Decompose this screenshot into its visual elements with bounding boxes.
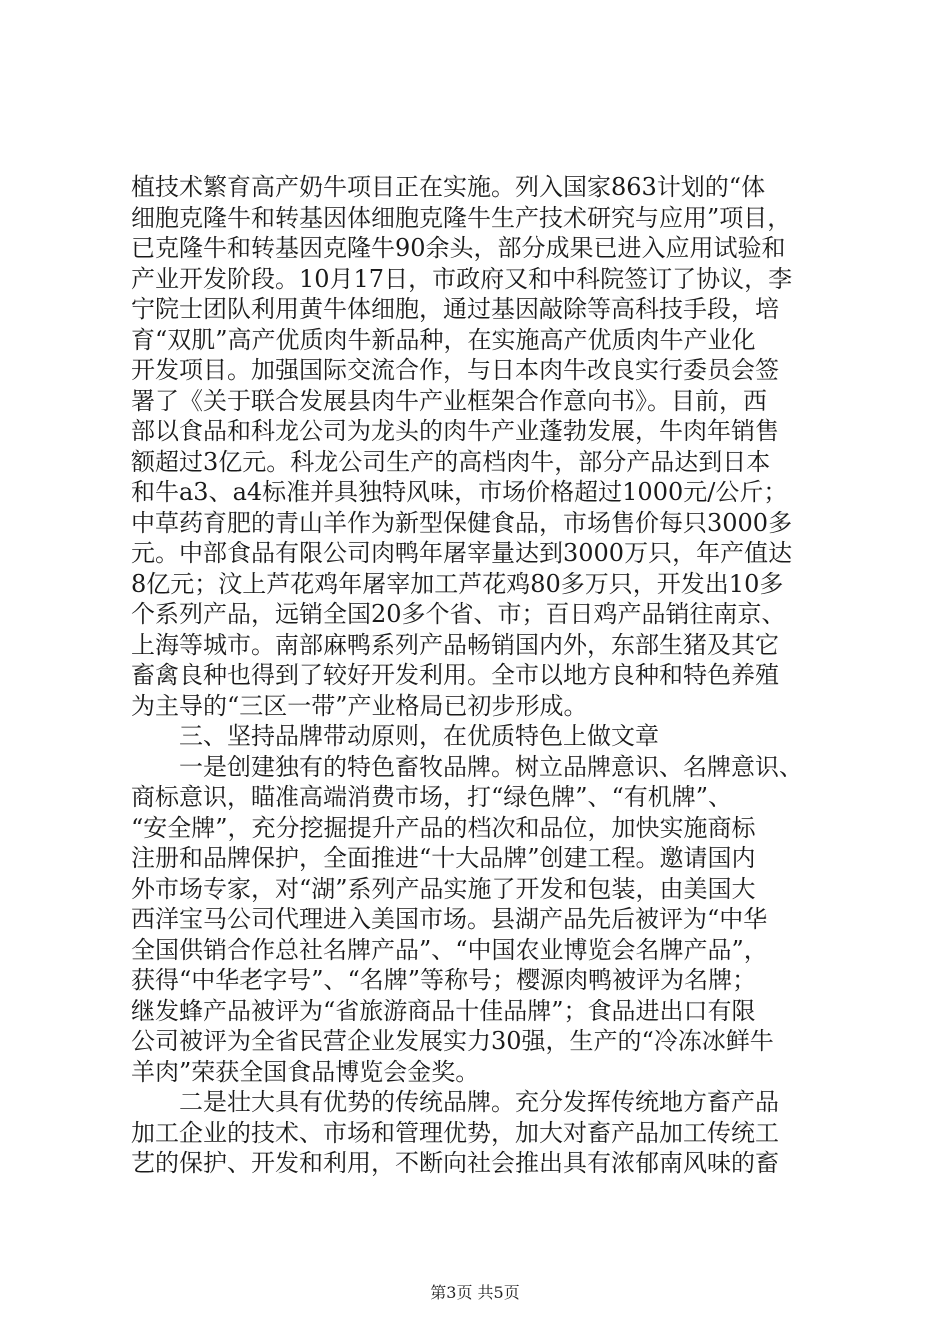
text-line: 羊肉”荣获全国食品博览会金奖。 bbox=[131, 1057, 480, 1086]
text-line: 细胞克隆牛和转基因体细胞克隆牛生产技术研究与应用”项目， bbox=[131, 203, 792, 232]
text-line: 署了《关于联合发展县肉牛产业框架合作意向书》。目前，西 bbox=[131, 386, 767, 415]
text-line: 已克隆牛和转基因克隆牛90余头，部分成果已进入应用试验和 bbox=[131, 234, 786, 262]
page-number-footer: 第3页 共5页 bbox=[430, 1283, 520, 1302]
text-line: 中草药育肥的青山羊作为新型保健食品，市场售价每只3000多 bbox=[131, 508, 793, 537]
text-line: 开发项目。加强国际交流合作，与日本肉牛改良实行委员会签 bbox=[131, 356, 779, 384]
text-line: 8亿元；汶上芦花鸡年屠宰加工芦花鸡80多万只，开发出10多 bbox=[131, 569, 784, 598]
text-line: 上海等城市。南部麻鸭系列产品畅销国内外，东部生猪及其它 bbox=[131, 630, 779, 659]
text-line: 植技术繁育高产奶牛项目正在实施。列入国家863计划的“体 bbox=[131, 173, 766, 201]
text-line: 宁院士团队利用黄牛体细胞，通过基因敲除等高科技手段，培 bbox=[131, 295, 779, 323]
text-line: 畜禽良种也得到了较好开发利用。全市以地方良种和特色养殖 bbox=[131, 661, 779, 689]
text-line: 三、坚持品牌带动原则，在优质特色上做文章 bbox=[131, 722, 659, 750]
text-line: 一是创建独有的特色畜牧品牌。树立品牌意识、名牌意识、 bbox=[131, 752, 803, 781]
text-line: 为主导的“三区一带”产业格局已初步形成。 bbox=[131, 691, 588, 720]
text-line: 获得“中华老字号”、“名牌”等称号；樱源肉鸭被评为名牌； bbox=[131, 966, 757, 994]
body-text bbox=[131, 172, 831, 1179]
text-line: 加工企业的技术、市场和管理优势，加大对畜产品加工传统工 bbox=[131, 1118, 779, 1147]
text-line: 和牛a3、a4标准并具独特风味，市场价格超过1000元/公斤； bbox=[131, 478, 788, 506]
text-line: 元。中部食品有限公司肉鸭年屠宰量达到3000万只，年产值达 bbox=[131, 539, 793, 567]
text-line: 部以食品和科龙公司为龙头的肉牛产业蓬勃发展，牛肉年销售 bbox=[131, 417, 779, 445]
text-line: 公司被评为全省民营企业发展实力30强，生产的“冷冻冰鲜牛 bbox=[131, 1027, 774, 1055]
text-line: 全国供销合作总社名牌产品”、“中国农业博览会名牌产品”， bbox=[131, 935, 768, 964]
text-line: 西洋宝马公司代理进入美国市场。县湖产品先后被评为“中华 bbox=[131, 905, 768, 933]
text-line: 注册和品牌保护，全面推进“十大品牌”创建工程。邀请国内 bbox=[131, 844, 756, 872]
text-line: 艺的保护、开发和利用，不断向社会推出具有浓郁南风味的畜 bbox=[131, 1149, 779, 1177]
text-line: 外市场专家，对“湖”系列产品实施了开发和包装，由美国大 bbox=[131, 874, 756, 903]
text-line: 额超过3亿元。科龙公司生产的高档肉牛，部分产品达到日本 bbox=[131, 447, 771, 476]
text-line: 个系列产品，远销全国20多个省、市；百日鸡产品销往南京、 bbox=[131, 600, 786, 628]
text-line: “安全牌”，充分挖掘提升产品的档次和品位，加快实施商标 bbox=[131, 813, 756, 842]
text-line: 产业开发阶段。10月17日，市政府又和中科院签订了协议，李 bbox=[131, 264, 793, 293]
text-line: 二是壮大具有优势的传统品牌。充分发挥传统地方畜产品 bbox=[131, 1088, 779, 1116]
text-line: 育“双肌”高产优质肉牛新品种，在实施高产优质肉牛产业化 bbox=[131, 325, 756, 354]
text-line: 继发蜂产品被评为“省旅游商品十佳品牌”；食品进出口有限 bbox=[131, 996, 756, 1025]
text-line: 商标意识，瞄准高端消费市场，打“绿色牌”、“有机牌”、 bbox=[131, 783, 733, 811]
